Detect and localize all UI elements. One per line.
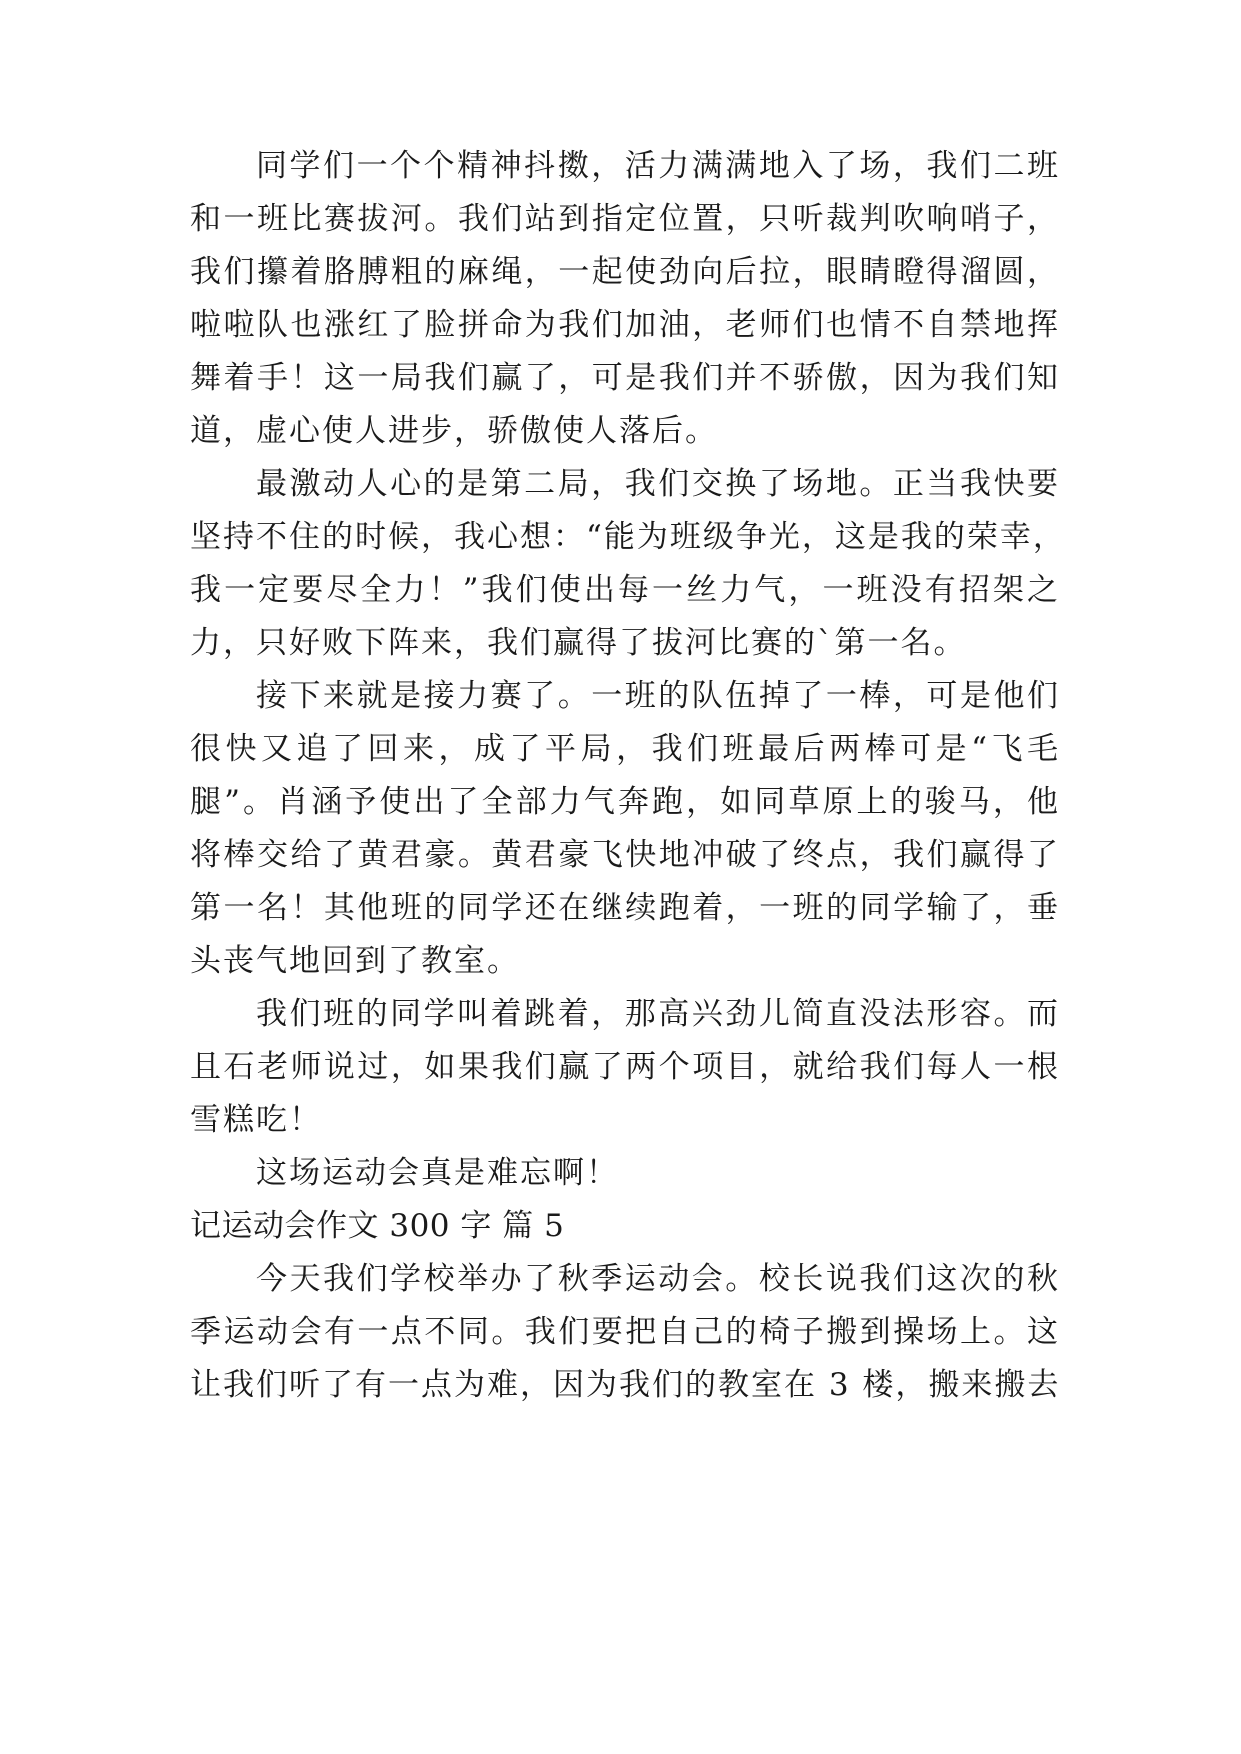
text-line: 道，虚心使人进步，骄傲使人落后。 [190,413,718,449]
text-line: 我一定要尽全力！”我们使出每一丝力气，一班没有招架之 [190,572,1060,608]
text-line: 将棒交给了黄君豪。黄君豪飞快地冲破了终点，我们赢得了 [190,837,1060,873]
text-line: 坚持不住的时候，我心想：“能为班级争光，这是我的荣幸， [190,519,1066,555]
text-line: 啦啦队也涨红了脸拼命为我们加油，老师们也情不自禁地挥 [190,307,1060,343]
text-line: 很快又追了回来，成了平局，我们班最后两棒可是“飞毛 [190,731,1060,767]
text-line: 季运动会有一点不同。我们要把自己的椅子搬到操场上。这 [190,1314,1060,1350]
text-line: 让我们听了有一点为难，因为我们的教室在 3 楼，搬来搬去 [190,1367,1061,1403]
text-line: 今天我们学校举办了秋季运动会。校长说我们这次的秋 [256,1261,1060,1297]
section-heading: 记运动会作文 300 字 篇 5 [190,1208,565,1244]
text-line: 雪糕吃！ [190,1102,322,1138]
text-line: 这场运动会真是难忘啊！ [256,1155,619,1191]
text-line: 舞着手！这一局我们赢了，可是我们并不骄傲，因为我们知 [190,360,1060,396]
text-line: 我们攥着胳膊粗的麻绳，一起使劲向后拉，眼睛瞪得溜圆， [190,254,1060,290]
text-line: 同学们一个个精神抖擞，活力满满地入了场，我们二班 [256,148,1060,184]
text-line: 接下来就是接力赛了。一班的队伍掉了一棒，可是他们 [256,678,1060,714]
text-line: 最激动人心的是第二局，我们交换了场地。正当我快要 [256,466,1060,502]
text-line: 且石老师说过，如果我们赢了两个项目，就给我们每人一根 [190,1049,1060,1085]
text-line: 腿”。肖涵予使出了全部力气奔跑，如同草原上的骏马，他 [190,784,1060,820]
text-line: 力，只好败下阵来，我们赢得了拔河比赛的`第一名。 [190,625,967,661]
text-line: 第一名！其他班的同学还在继续跑着，一班的同学输了，垂 [190,890,1060,926]
text-line: 和一班比赛拔河。我们站到指定位置，只听裁判吹响哨子， [190,201,1060,237]
text-line: 头丧气地回到了教室。 [190,943,520,979]
text-line: 我们班的同学叫着跳着，那高兴劲儿简直没法形容。而 [256,996,1060,1032]
